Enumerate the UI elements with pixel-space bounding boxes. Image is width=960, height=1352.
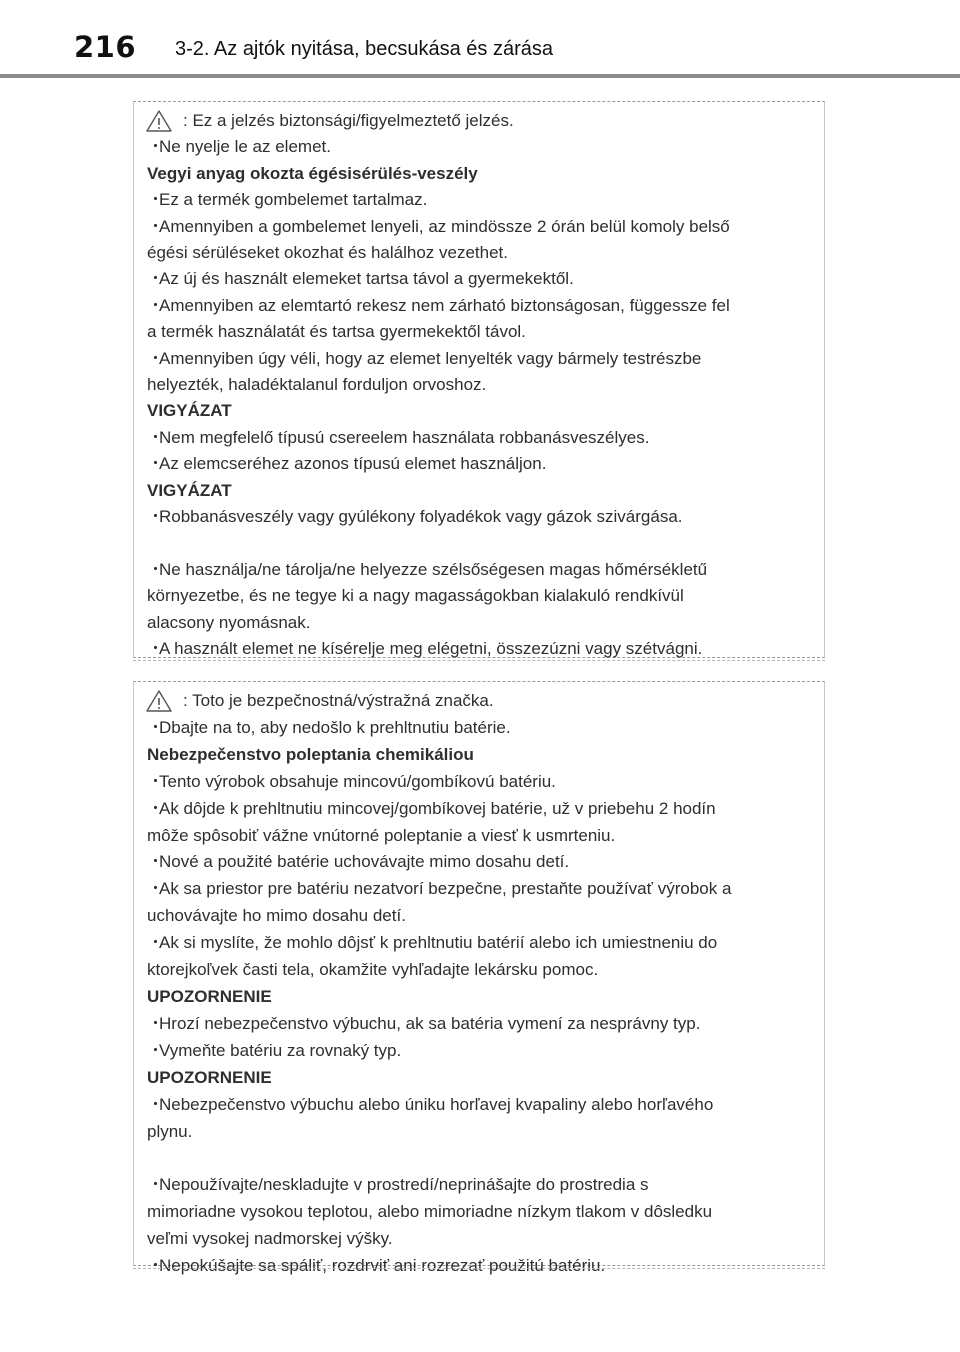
list-item [147,451,816,477]
item-continuation: mimoriadne vysokou teplotou, alebo mimoriadne nízkym tlakom v dôsledku [147,1201,713,1221]
item-continuation: égési sérüléseket okozhat és halálhoz vezethet. [147,243,509,263]
item-text: Nepokúšajte sa spáliť, rozdrviť ani rozrezať použitú batériu. [159,1255,606,1275]
bullet-icon: ・ [147,1094,164,1114]
section-title: 3-2. Az ajtók nyitása, becsukása és zárása [175,38,553,60]
item-text: Dbajte na to, aby nedošlo k prehltnutiu batérie. [159,717,511,737]
bullet-icon: ・ [147,717,164,737]
blank-line [147,1145,816,1171]
item-text: Nepoužívajte/neskladujte v prostredí/neprinášajte do prostredia s [159,1174,649,1194]
section-heading: UPOZORNENIE [147,986,272,1006]
list-item [147,1092,816,1119]
bullet-icon: ・ [147,559,164,579]
warning-text: : Toto je bezpečnostná/výstražná značka. [183,691,494,710]
bullet-icon: ・ [147,190,164,210]
list-item [147,1038,816,1065]
bullet-icon: ・ [147,427,164,447]
list-item [147,876,816,903]
section-heading: Vegyi anyag okozta égésisérülés-veszély [147,163,478,183]
bullet-icon: ・ [147,879,164,899]
item-continuation: uchovávajte ho mimo dosahu detí. [147,906,406,926]
list-item [147,930,816,957]
item-text: Ak si myslíte, že mohlo dôjsť k prehltnutiu batérií alebo ich umiestneniu do [159,933,718,953]
bullet-icon: ・ [147,348,164,368]
bullet-icon: ・ [147,852,164,872]
item-continuation: helyezték, haladéktalanul forduljon orvoshoz. [147,375,487,395]
list-item [147,849,816,876]
bullet-icon: ・ [147,798,164,818]
item-continuation: veľmi vysokej nadmorskej výšky. [147,1228,393,1248]
list-item [147,1011,816,1038]
item-text: Nem megfelelő típusú csereelem használata robbanásveszélyes. [159,427,650,447]
item-text: Hrozí nebezpečenstvo výbuchu, ak sa batéria vymení za nesprávny typ. [159,1013,701,1033]
header-rule [0,74,960,78]
bullet-icon: ・ [147,295,164,315]
slovak-warning-panel [133,681,825,1275]
bullet-icon: ・ [147,216,164,236]
bullet-icon: ・ [147,1013,164,1033]
item-continuation: környezetbe, és ne tegye ki a nagy magasságokban kialakuló rendkívül [147,586,684,606]
warning-text: : Ez a jelzés biztonsági/figyelmeztető jelzés. [183,111,514,130]
bullet-icon: ・ [147,639,164,659]
list-item [147,557,816,583]
list-item [147,293,816,319]
bullet-icon: ・ [147,507,164,527]
item-continuation: plynu. [147,1121,193,1141]
list-item [147,636,816,662]
list-item [147,187,816,213]
item-continuation: alacsony nyomásnak. [147,612,311,632]
item-text: Az új és használt elemeket tartsa távol a gyermekektől. [159,269,574,289]
item-text: Az elemcseréhez azonos típusú elemet használjon. [159,454,547,474]
section-heading: Nebezpečenstvo poleptania chemikáliou [147,744,474,764]
bullet-icon: ・ [147,771,164,791]
warning-line [147,688,816,715]
section-heading: VIGYÁZAT [147,401,232,421]
item-continuation: a termék használatát és tartsa gyermekektől távol. [147,322,526,342]
list-item [147,1172,816,1199]
warning-line [147,108,816,134]
item-text: Ez a termék gombelemet tartalmaz. [159,190,428,210]
bullet-icon: ・ [147,1040,164,1060]
warning-triangle-icon [145,689,173,713]
item-continuation: ktorejkoľvek časti tela, okamžite vyhľadajte lekársku pomoc. [147,960,599,980]
list-item [147,769,816,796]
item-text: Amennyiben az elemtartó rekesz nem zárható biztonságosan, függessze fel [159,295,730,315]
item-text: Nebezpečenstvo výbuchu alebo úniku horľavej kvapaliny alebo horľavého [159,1094,714,1114]
list-item [147,266,816,292]
list-item [147,425,816,451]
section-heading: VIGYÁZAT [147,480,232,500]
page-header [0,0,960,80]
list-item [147,214,816,240]
bullet-icon: ・ [147,933,164,953]
item-text: Ne nyelje le az elemet. [159,137,331,157]
bullet-icon: ・ [147,269,164,289]
item-text: Nové a použité batérie uchovávajte mimo dosahu detí. [159,852,570,872]
list-item [147,346,816,372]
item-text: Ak sa priestor pre batériu nezatvorí bezpečne, prestaňte používať výrobok a [159,879,732,899]
section-heading: UPOZORNENIE [147,1067,272,1087]
item-text: Amennyiben a gombelemet lenyeli, az mindössze 2 órán belül komoly belső [159,216,730,236]
hungarian-warning-panel [133,101,825,658]
item-text: Vymeňte batériu za rovnaký typ. [159,1040,402,1060]
list-item [147,796,816,823]
list-item [147,504,816,530]
item-text: Ak dôjde k prehltnutiu mincovej/gombíkovej batérie, už v priebehu 2 hodín [159,798,716,818]
item-text: A használt elemet ne kísérelje meg elégetni, összezúzni vagy szétvágni. [159,639,703,659]
item-text: Robbanásveszély vagy gyúlékony folyadékok vagy gázok szivárgása. [159,507,683,527]
list-item [147,134,816,160]
bullet-icon: ・ [147,1255,164,1275]
item-text: Amennyiben úgy véli, hogy az elemet lenyelték vagy bármely testrészbe [159,348,702,368]
list-item [147,715,816,742]
warning-triangle-icon [145,109,173,133]
blank-line [147,531,816,557]
bullet-icon: ・ [147,137,164,157]
bullet-icon: ・ [147,1174,164,1194]
item-continuation: môže spôsobiť vážne vnútorné poleptanie a viesť k usmrteniu. [147,825,616,845]
item-text: Tento výrobok obsahuje mincovú/gombíkovú batériu. [159,771,556,791]
page-number: 216 [74,30,137,64]
list-item [147,1253,816,1280]
item-text: Ne használja/ne tárolja/ne helyezze szélsőségesen magas hőmérsékletű [159,559,708,579]
bullet-icon: ・ [147,454,164,474]
